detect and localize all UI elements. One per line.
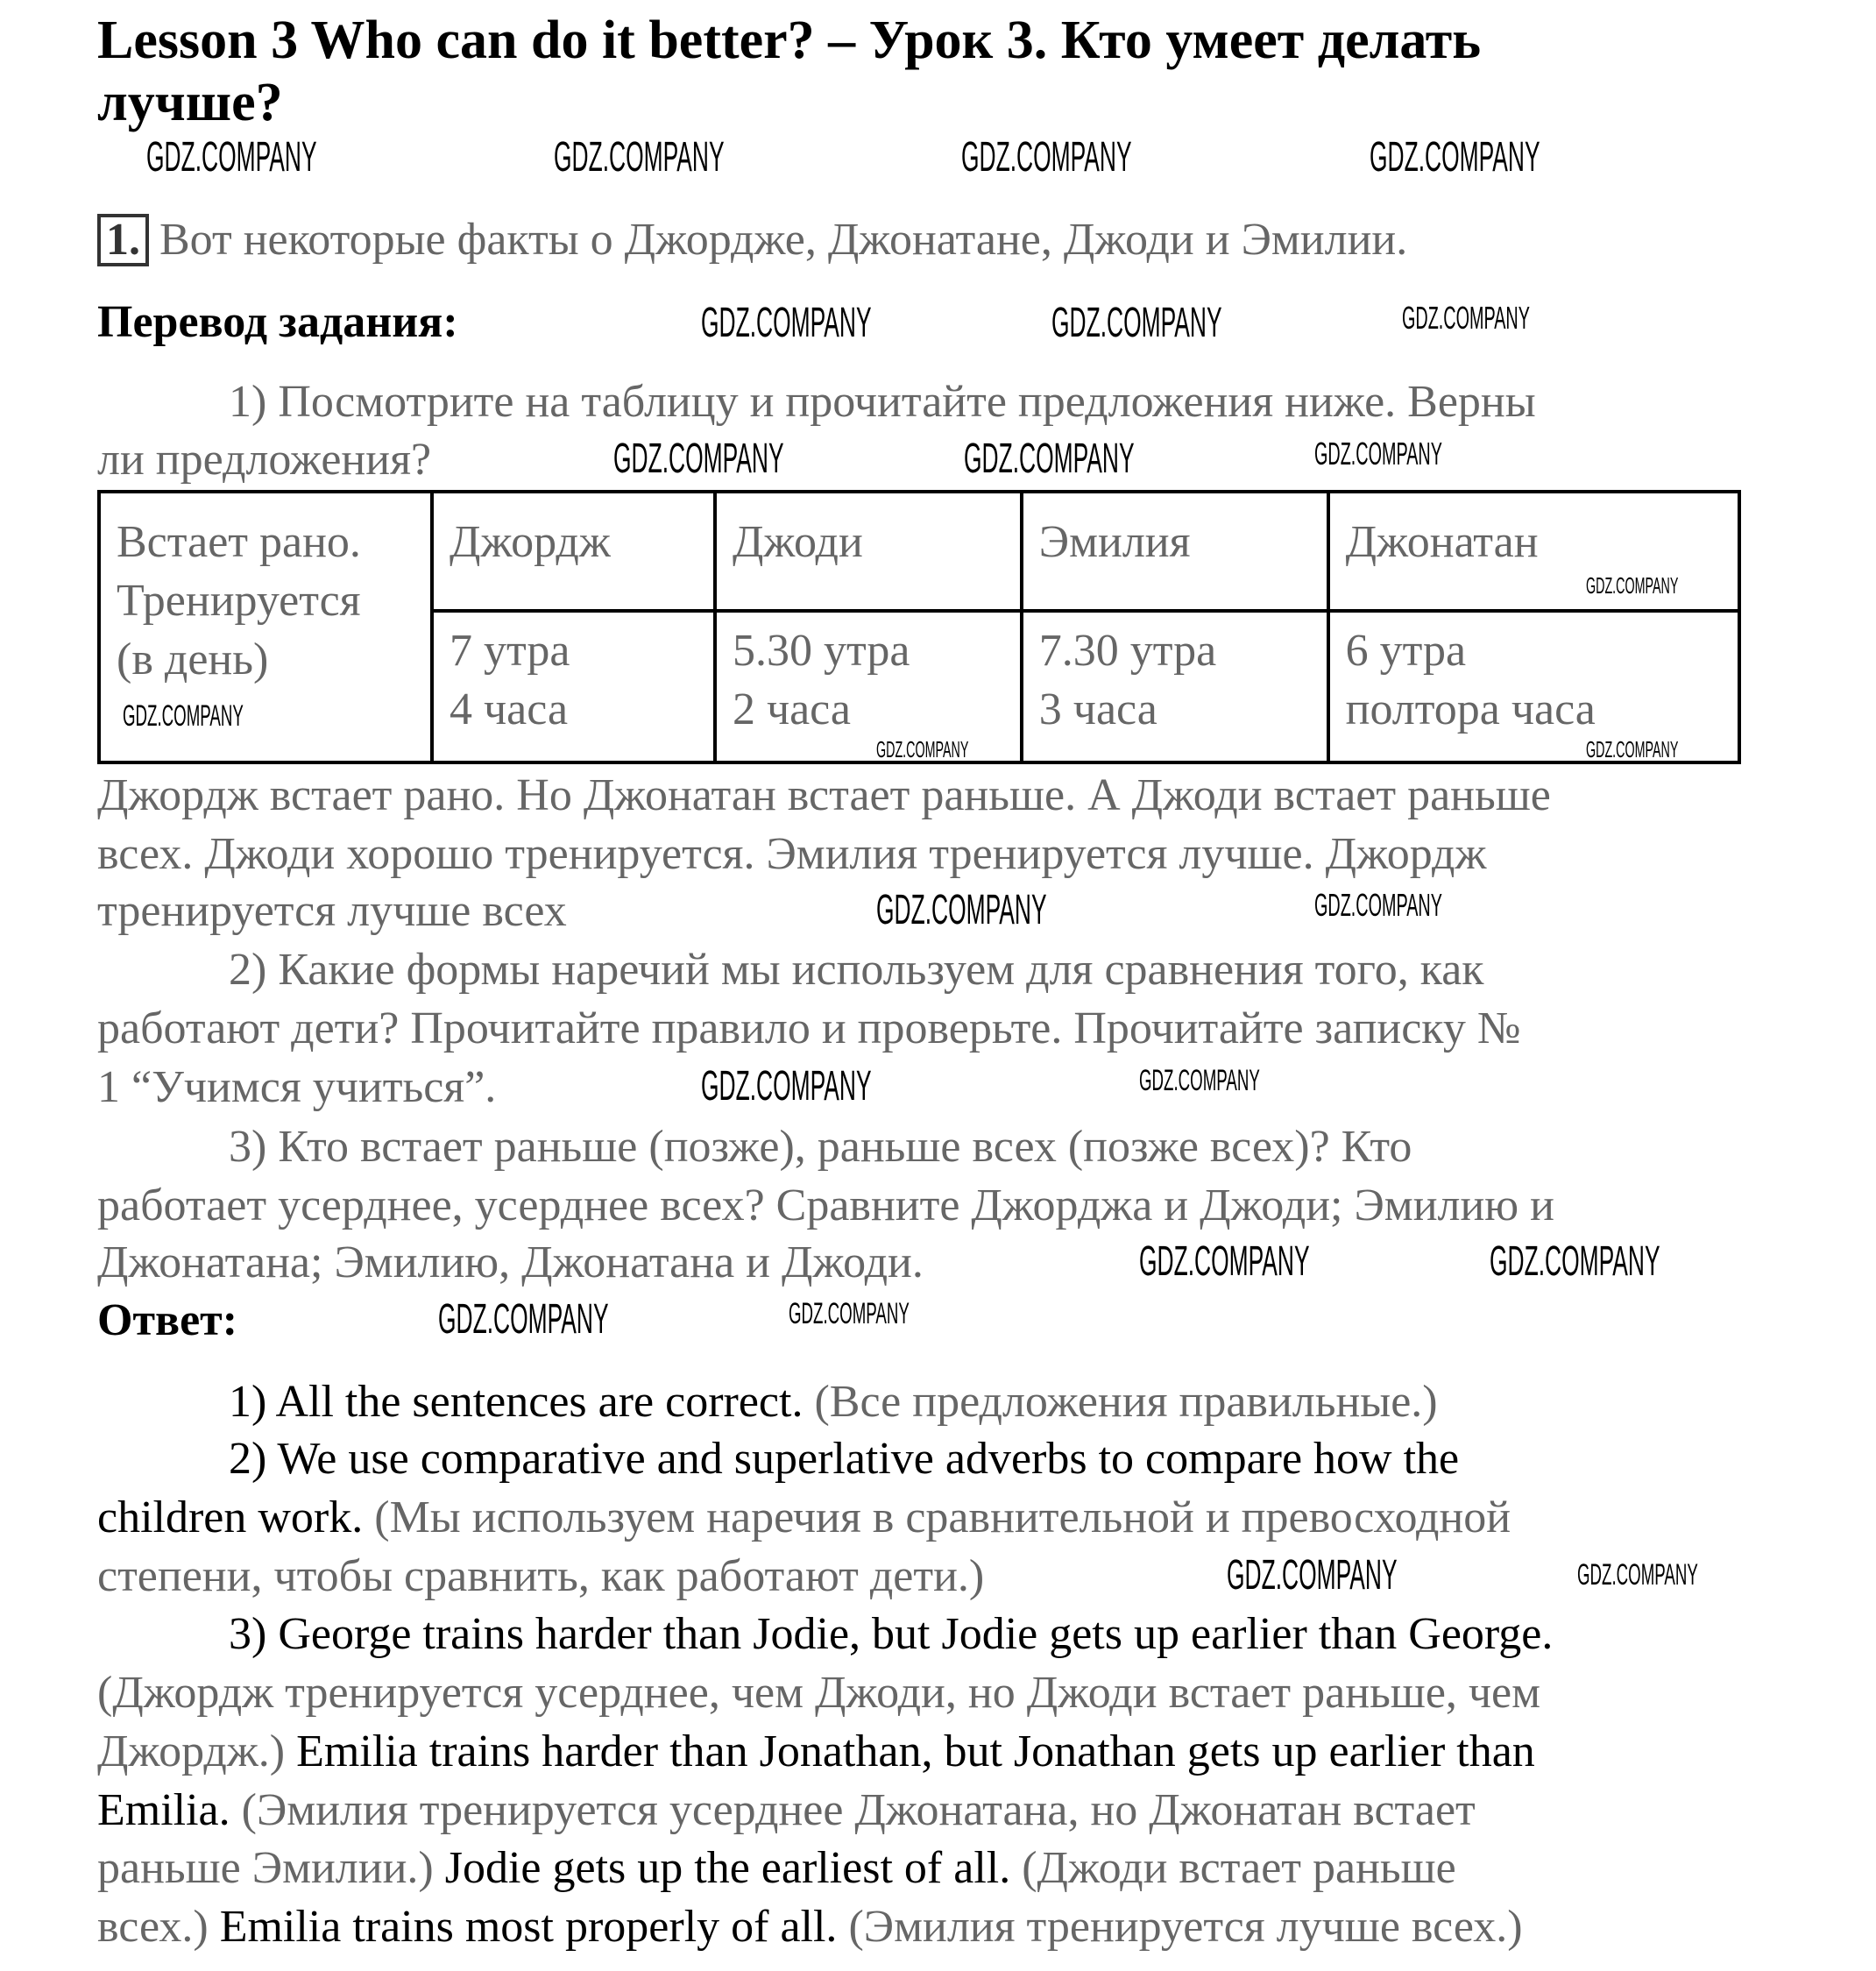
row-header-train: Тренируется (117, 576, 361, 626)
text-line (97, 826, 1486, 883)
text-line (229, 1118, 1412, 1176)
russian-text: (Все предложения правильные.) (814, 1377, 1438, 1427)
text-line (97, 1000, 1520, 1058)
russian-text: степени, чтобы сравнить, как работают дети.) (97, 1551, 985, 1601)
wake-time: 7.30 утра (1038, 626, 1217, 676)
watermark-text: GDZ.COMPANY (1402, 300, 1530, 336)
text-line (229, 941, 1484, 999)
watermark-text: GDZ.COMPANY (1139, 1238, 1310, 1285)
facts-table (97, 490, 1741, 764)
train-hours: 3 часа (1038, 684, 1157, 734)
english-text: children work. (97, 1492, 375, 1542)
wake-time: 5.30 утра (732, 626, 910, 676)
english-text: 2) We use comparative and superlative adverbs to compare how the (229, 1434, 1460, 1484)
watermark-text: GDZ.COMPANY (1227, 1552, 1398, 1599)
russian-text: Джонатана; Эмилию, Джонатана и Джоди. (97, 1237, 924, 1287)
watermark-text: GDZ.COMPANY (1586, 736, 1679, 762)
russian-text: всех.) (97, 1902, 220, 1952)
english-text: Emilia. (97, 1785, 242, 1835)
watermark-text: GDZ.COMPANY (1586, 572, 1679, 599)
table-cell-name: Джоди (715, 492, 1022, 611)
russian-text: ли предложения? (97, 435, 432, 485)
task-statement (97, 211, 1407, 269)
watermark-text: GDZ.COMPANY (123, 699, 244, 733)
russian-text: тренируется лучше всех (97, 886, 567, 936)
russian-text: работает усерднее, усерднее всех? Сравните Джорджа и Джоди; Эмилию и (97, 1180, 1554, 1230)
russian-text: (Эмилия тренируется лучше всех.) (848, 1902, 1523, 1952)
watermark-text: GDZ.COMPANY (1370, 134, 1540, 181)
watermark-text: GDZ.COMPANY (1490, 1238, 1660, 1285)
text-line (97, 1234, 924, 1292)
english-text: Emilia trains most properly of all. (219, 1902, 849, 1952)
table-cell-values (715, 611, 1022, 762)
russian-text: Джордж.) (97, 1726, 297, 1776)
table-cell-values (1022, 611, 1328, 762)
table-row-names (99, 492, 1739, 611)
english-text: Emilia trains harder than Jonathan, but Jonathan gets up earlier than (296, 1726, 1535, 1776)
watermark-text: GDZ.COMPANY (964, 436, 1135, 482)
english-text: 1) All the sentences are correct. (229, 1377, 815, 1427)
watermark-text: GDZ.COMPANY (961, 134, 1132, 181)
row-header-wake: Встает рано. (117, 517, 361, 567)
table-cell-name: Джонатан (1328, 492, 1739, 611)
table-cell-name: Эмилия (1022, 492, 1328, 611)
watermark-text: GDZ.COMPANY (876, 887, 1047, 933)
english-text: 3) George trains harder than Jodie, but Jodie gets up earlier than George. (229, 1609, 1554, 1659)
watermark-text: GDZ.COMPANY (1314, 436, 1442, 471)
russian-text: всех. Джоди хорошо тренируется. Эмилия тренируется лучше. Джордж (97, 829, 1487, 879)
train-hours: 2 часа (732, 684, 851, 734)
wake-time: 6 утра (1345, 626, 1467, 676)
watermark-text: GDZ.COMPANY (1139, 1064, 1260, 1097)
text-line (97, 883, 567, 940)
russian-text: 2) Какие формы наречий мы используем для сравнения того, как (229, 945, 1484, 995)
text-line (97, 1664, 1540, 1722)
task-number-badge: 1. (97, 214, 149, 266)
russian-text: 3) Кто встает раньше (позже), раньше всех (позже всех)? Кто (229, 1122, 1412, 1172)
watermark-text: GDZ.COMPANY (438, 1296, 609, 1343)
text-line (97, 1723, 1535, 1781)
text-line (97, 431, 431, 489)
translation-heading: Перевод задания: (97, 297, 458, 347)
text-line (97, 1177, 1554, 1235)
answer-heading: Ответ: (97, 1295, 238, 1345)
text-line (229, 1373, 1438, 1431)
watermark-text: GDZ.COMPANY (1051, 300, 1222, 346)
russian-text: работают дети? Прочитайте правило и проверьте. Прочитайте записку № (97, 1003, 1521, 1053)
watermark-text: GDZ.COMPANY (701, 300, 872, 346)
watermark-text: GDZ.COMPANY (146, 134, 317, 181)
train-hours: полтора часа (1345, 684, 1596, 734)
task-text: Вот некоторые факты о Джордже, Джонатане, Джоди и Эмилии. (159, 215, 1408, 265)
table-cell-values (432, 611, 715, 762)
page-title-line-2: лучше? (97, 73, 283, 132)
text-line (97, 767, 1551, 825)
english-text: Jodie gets up the earliest of all. (444, 1843, 1023, 1893)
russian-text: (Джоди встает раньше (1022, 1843, 1456, 1893)
text-line (97, 1840, 1456, 1897)
watermark-text: GDZ.COMPANY (554, 134, 725, 181)
row-header-per-day: (в день) (117, 635, 269, 684)
watermark-text: GDZ.COMPANY (1577, 1558, 1698, 1592)
text-line (229, 1430, 1459, 1488)
page-title-line-1: Lesson 3 Who can do it better? – Урок 3. Кто умеет делать (97, 11, 1482, 70)
watermark-text: GDZ.COMPANY (789, 1297, 910, 1330)
text-line (97, 1782, 1476, 1840)
russian-text: (Эмилия тренируется усерднее Джонатана, но Джонатан встает (241, 1785, 1476, 1835)
train-hours: 4 часа (450, 684, 569, 734)
wake-time: 7 утра (450, 626, 570, 676)
russian-text: Джордж встает рано. Но Джонатан встает раньше. А Джоди встает раньше (97, 770, 1551, 820)
russian-text: раньше Эмилии.) (97, 1843, 445, 1893)
table-cell-name: Джордж (432, 492, 715, 611)
text-line (97, 1548, 984, 1606)
watermark-text: GDZ.COMPANY (1314, 887, 1442, 923)
watermark-text: GDZ.COMPANY (876, 736, 969, 762)
watermark-text: GDZ.COMPANY (613, 436, 784, 482)
text-line (97, 1059, 496, 1117)
text-line (229, 373, 1536, 431)
russian-text: 1) Посмотрите на таблицу и прочитайте предложения ниже. Верны (229, 377, 1536, 427)
text-line (229, 1606, 1553, 1663)
watermark-text: GDZ.COMPANY (701, 1063, 872, 1110)
russian-text: 1 “Учимся учиться”. (97, 1062, 497, 1112)
russian-text: (Джордж тренируется усерднее, чем Джоди, но Джоди встает раньше, чем (97, 1668, 1541, 1718)
text-line (97, 1489, 1511, 1547)
text-line (97, 1898, 1523, 1956)
russian-text: (Мы используем наречия в сравнительной и превосходной (374, 1492, 1511, 1542)
